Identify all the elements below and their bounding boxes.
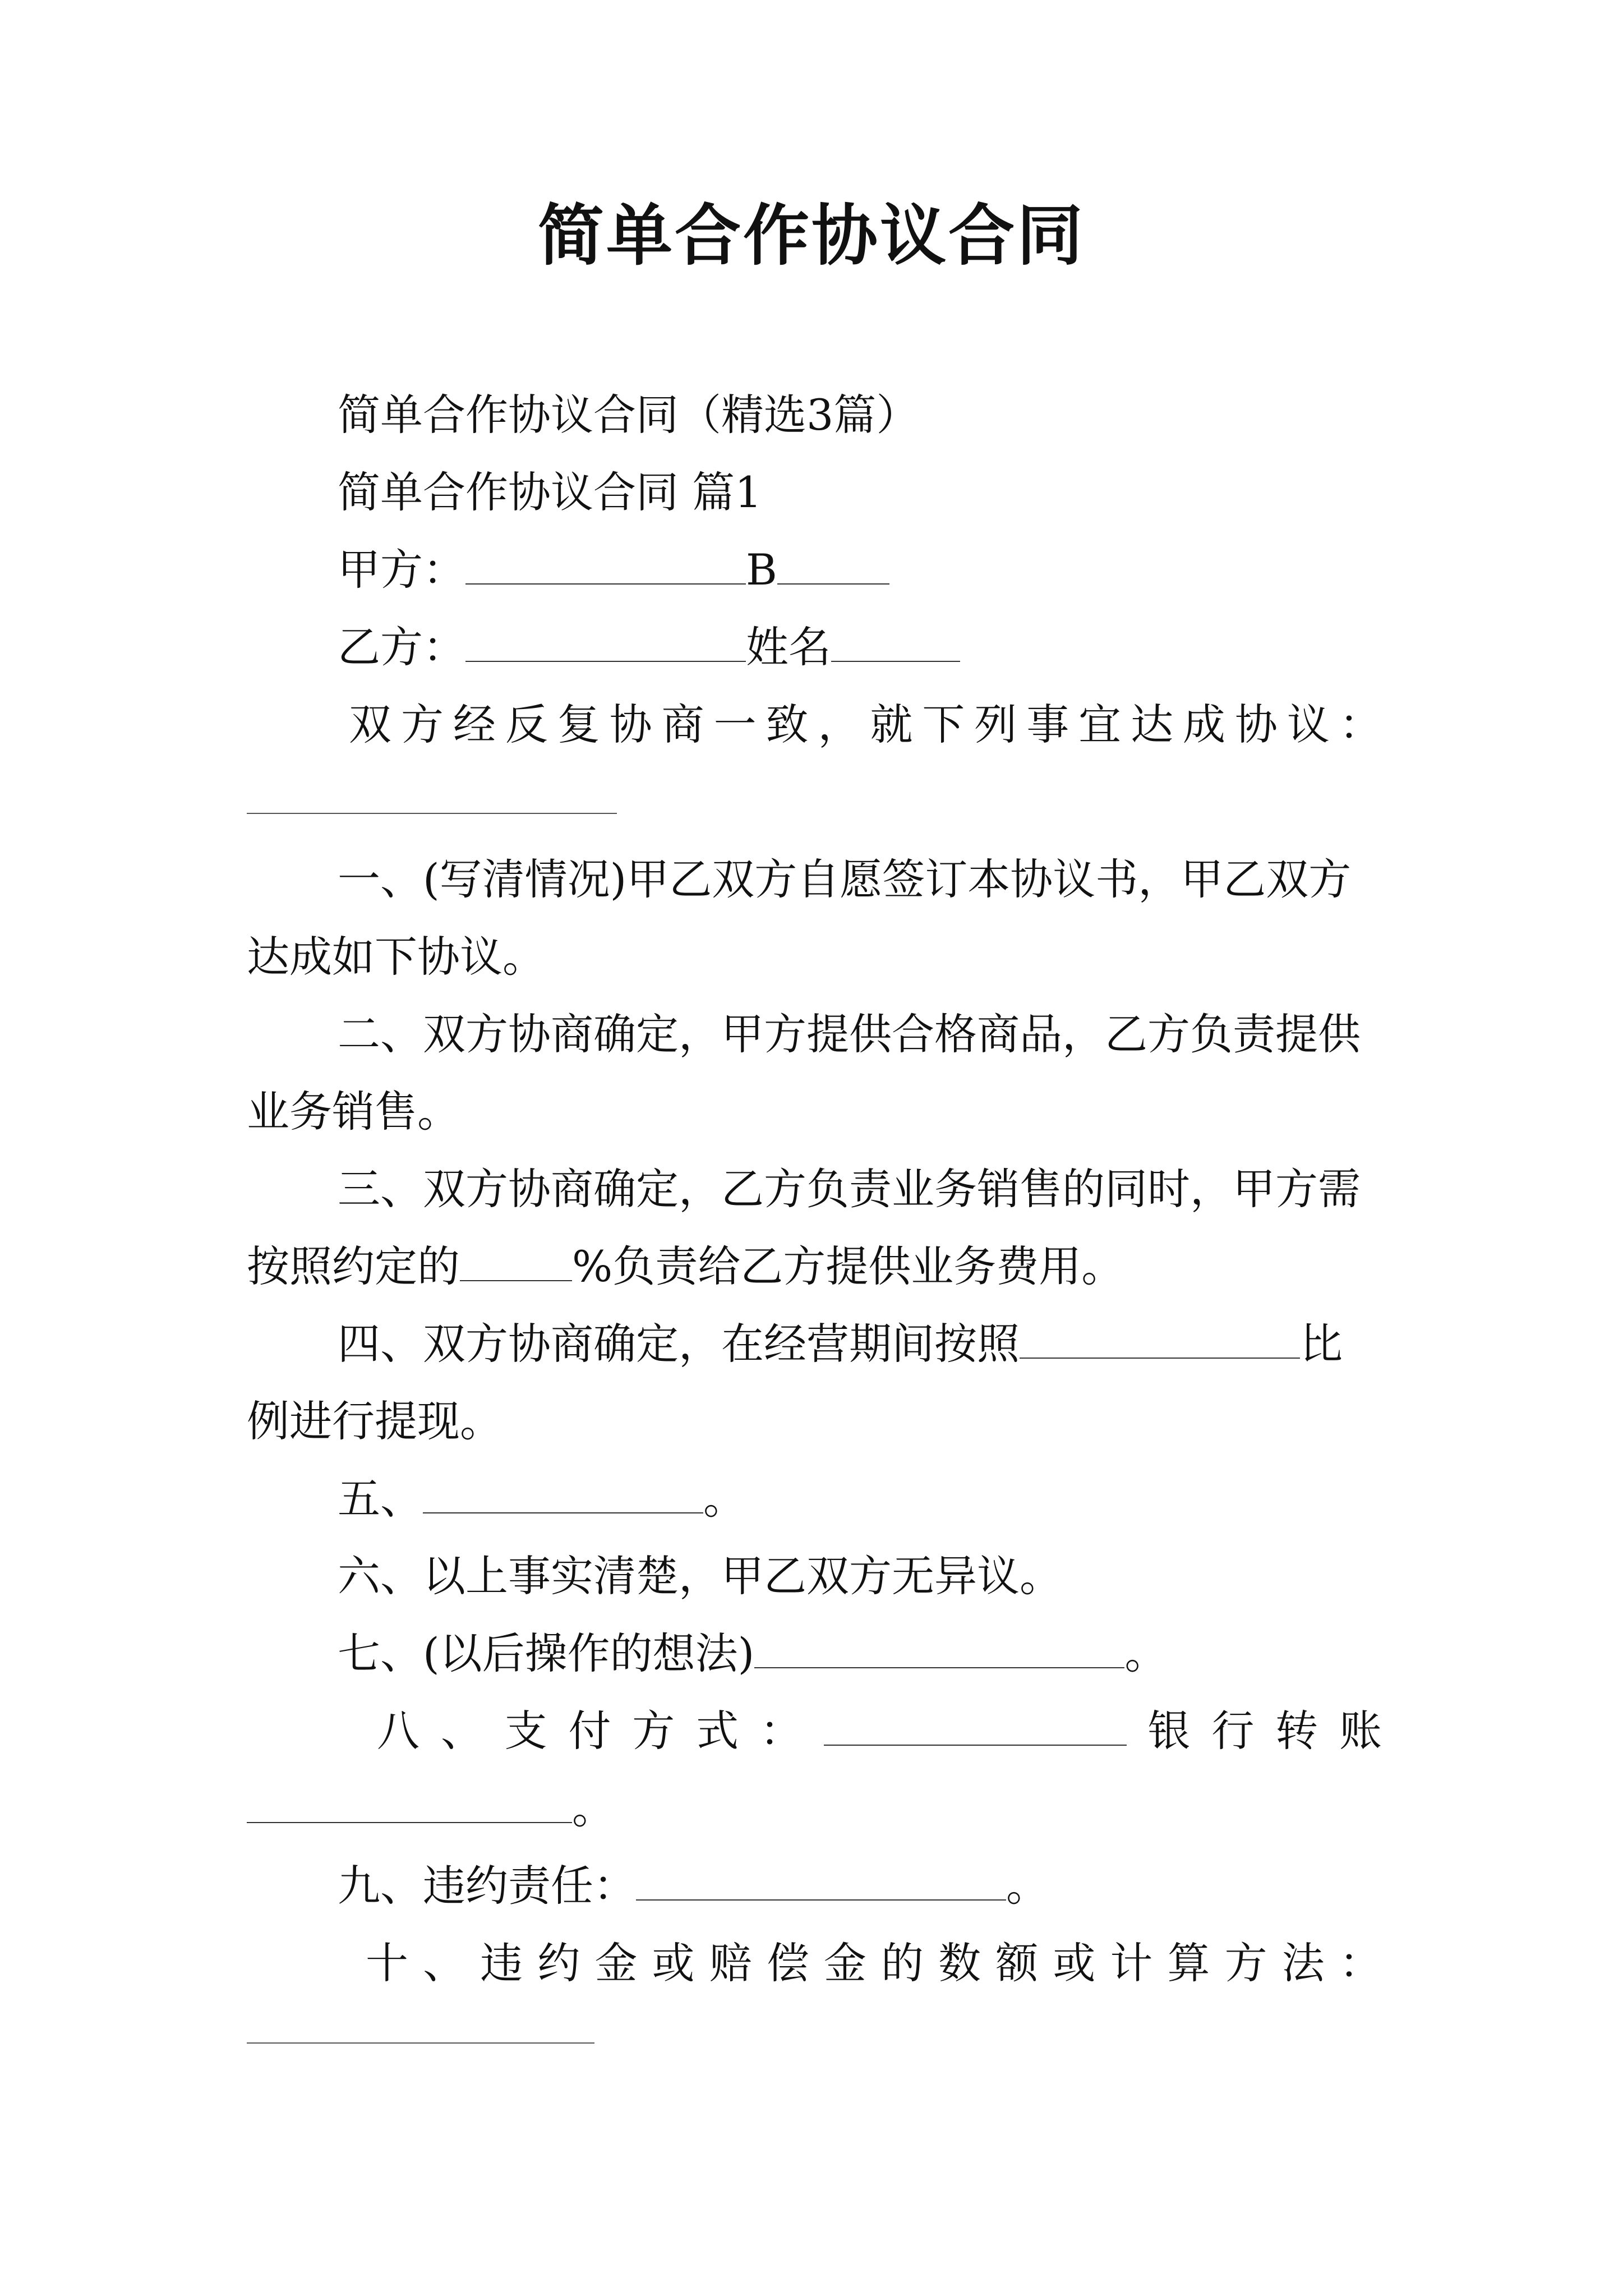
clause9-blank <box>636 1899 1006 1901</box>
intro-blank <box>247 812 617 814</box>
party-b-blank-tail <box>831 660 960 662</box>
clause1-line2: 达成如下协议。 <box>247 932 545 982</box>
clause4-line2: 例进行提现。 <box>247 1396 502 1446</box>
intro-char: 商 <box>661 700 704 749</box>
clause10-char: 额 <box>995 1938 1039 1988</box>
intro-char: 双 <box>349 700 391 749</box>
clause9-prefix: 九、违约责任： <box>338 1861 636 1911</box>
intro-char: 协 <box>609 700 652 749</box>
clause3-line2 <box>247 1239 1124 1295</box>
clause10-char: 金 <box>823 1938 866 1988</box>
clause10-char: 、 <box>423 1938 466 1988</box>
clause10-char: 法 <box>1281 1938 1325 1988</box>
party-b-blank <box>465 660 746 662</box>
intro-char: 达 <box>1131 700 1174 749</box>
clause8-line2 <box>247 1780 615 1837</box>
clause7-line <box>338 1626 1167 1682</box>
intro-char: 就 <box>870 700 913 749</box>
clause8-char: 行 <box>1211 1706 1255 1756</box>
intro-char: 列 <box>974 700 1017 749</box>
clause10-char: 算 <box>1167 1938 1210 1988</box>
clause7-suffix: 。 <box>1124 1628 1168 1678</box>
clause4-line1b: 比 <box>1300 1319 1343 1369</box>
clause1-line1: 一、(写清情况)甲乙双方自愿签订本协议书，甲乙双方 <box>338 854 1352 904</box>
clause5-blank <box>423 1512 703 1513</box>
intro-char: ： <box>1339 700 1382 749</box>
clause2-line1: 二、双方协商确定，甲方提供合格商品，乙方负责提供 <box>338 1009 1361 1059</box>
clause8-account-blank <box>247 1821 572 1823</box>
clause10-char: 数 <box>938 1938 981 1988</box>
clause8-char: 方 <box>632 1706 675 1756</box>
clause8-char: 付 <box>568 1706 611 1756</box>
clause3-blank <box>460 1280 572 1281</box>
clause10-char: 方 <box>1224 1938 1267 1988</box>
clause10-char: 偿 <box>766 1938 809 1988</box>
clause10-char: 或 <box>652 1938 695 1988</box>
clause10-char: 十 <box>366 1938 408 1988</box>
clause8-char: 银 <box>1147 1706 1191 1756</box>
intro-char: 议 <box>1287 700 1330 749</box>
clause3-line1: 三、双方协商确定，乙方负责业务销售的同时，甲方需 <box>338 1164 1361 1214</box>
party-a-blank <box>465 583 746 585</box>
clause9-line <box>338 1858 1049 1914</box>
intro-char: 事 <box>1026 700 1069 749</box>
clause8-line1 <box>377 1703 1382 1759</box>
party-a-line <box>338 542 889 598</box>
clause5-suffix: 。 <box>703 1474 746 1524</box>
clause5-line <box>338 1471 746 1527</box>
clause10-blank <box>247 2042 594 2044</box>
clause8-char: 转 <box>1275 1706 1318 1756</box>
clause10-char: 约 <box>537 1938 580 1988</box>
clause3-line2a: 按照约定的 <box>247 1241 460 1291</box>
party-a-label: 甲方： <box>338 545 465 595</box>
intro-char: 协 <box>1234 700 1278 749</box>
document-title: 简单合作协议合同 <box>537 196 1085 274</box>
clause10-char: 赔 <box>709 1938 752 1988</box>
section-heading: 简单合作协议合同 篇1 <box>338 467 762 517</box>
clause8-char: 八 <box>377 1706 419 1756</box>
clause4-blank <box>1020 1357 1300 1359</box>
clause8-char: ： <box>759 1706 803 1756</box>
clause6-line: 六、以上事实清楚，甲乙双方无异议。 <box>338 1551 1062 1601</box>
intro-char: 反 <box>505 700 548 749</box>
clause8-char: 、 <box>440 1706 483 1756</box>
clause2-line2: 业务销售。 <box>247 1087 460 1137</box>
intro-char: 下 <box>922 700 965 749</box>
clause10-char: ： <box>1339 1938 1382 1988</box>
clause4-line1a: 四、双方协商确定，在经营期间按照 <box>338 1319 1020 1369</box>
clause4-line1 <box>338 1316 1343 1372</box>
intro-char: 成 <box>1183 700 1225 749</box>
intro-line <box>349 697 1382 753</box>
clause8-end: 。 <box>572 1783 615 1833</box>
intro-char: 经 <box>453 700 496 749</box>
clause10-char: 或 <box>1053 1938 1096 1988</box>
intro-char: 一 <box>713 700 757 749</box>
intro-char: 方 <box>400 700 444 749</box>
clause9-suffix: 。 <box>1006 1861 1049 1911</box>
clause8-char: 账 <box>1339 1706 1382 1756</box>
party-b-line <box>338 619 960 675</box>
intro-char: ， <box>818 700 861 749</box>
intro-char: 致 <box>766 700 809 749</box>
party-a-value: B <box>746 545 777 595</box>
clause10-line <box>366 1935 1382 1991</box>
clause10-char: 违 <box>480 1938 523 1988</box>
intro-char: 宜 <box>1078 700 1122 749</box>
clause7-blank <box>754 1667 1124 1668</box>
clause8-char: 式 <box>696 1706 739 1756</box>
clause10-char: 计 <box>1110 1938 1153 1988</box>
clause3-line2b: %负责给乙方提供业务费用。 <box>572 1241 1124 1291</box>
clause8-method-blank <box>824 1744 1127 1746</box>
intro-char: 复 <box>557 700 600 749</box>
clause10-char: 金 <box>594 1938 638 1988</box>
party-b-label: 乙方： <box>338 622 465 672</box>
clause5-prefix: 五、 <box>338 1474 423 1524</box>
subtitle: 简单合作协议合同（精选3篇） <box>338 390 919 440</box>
party-b-value: 姓名 <box>746 622 831 672</box>
party-a-blank-tail <box>777 583 889 585</box>
clause8-char: 支 <box>504 1706 547 1756</box>
clause10-char: 的 <box>880 1938 924 1988</box>
clause7-prefix: 七、(以后操作的想法) <box>338 1628 755 1678</box>
